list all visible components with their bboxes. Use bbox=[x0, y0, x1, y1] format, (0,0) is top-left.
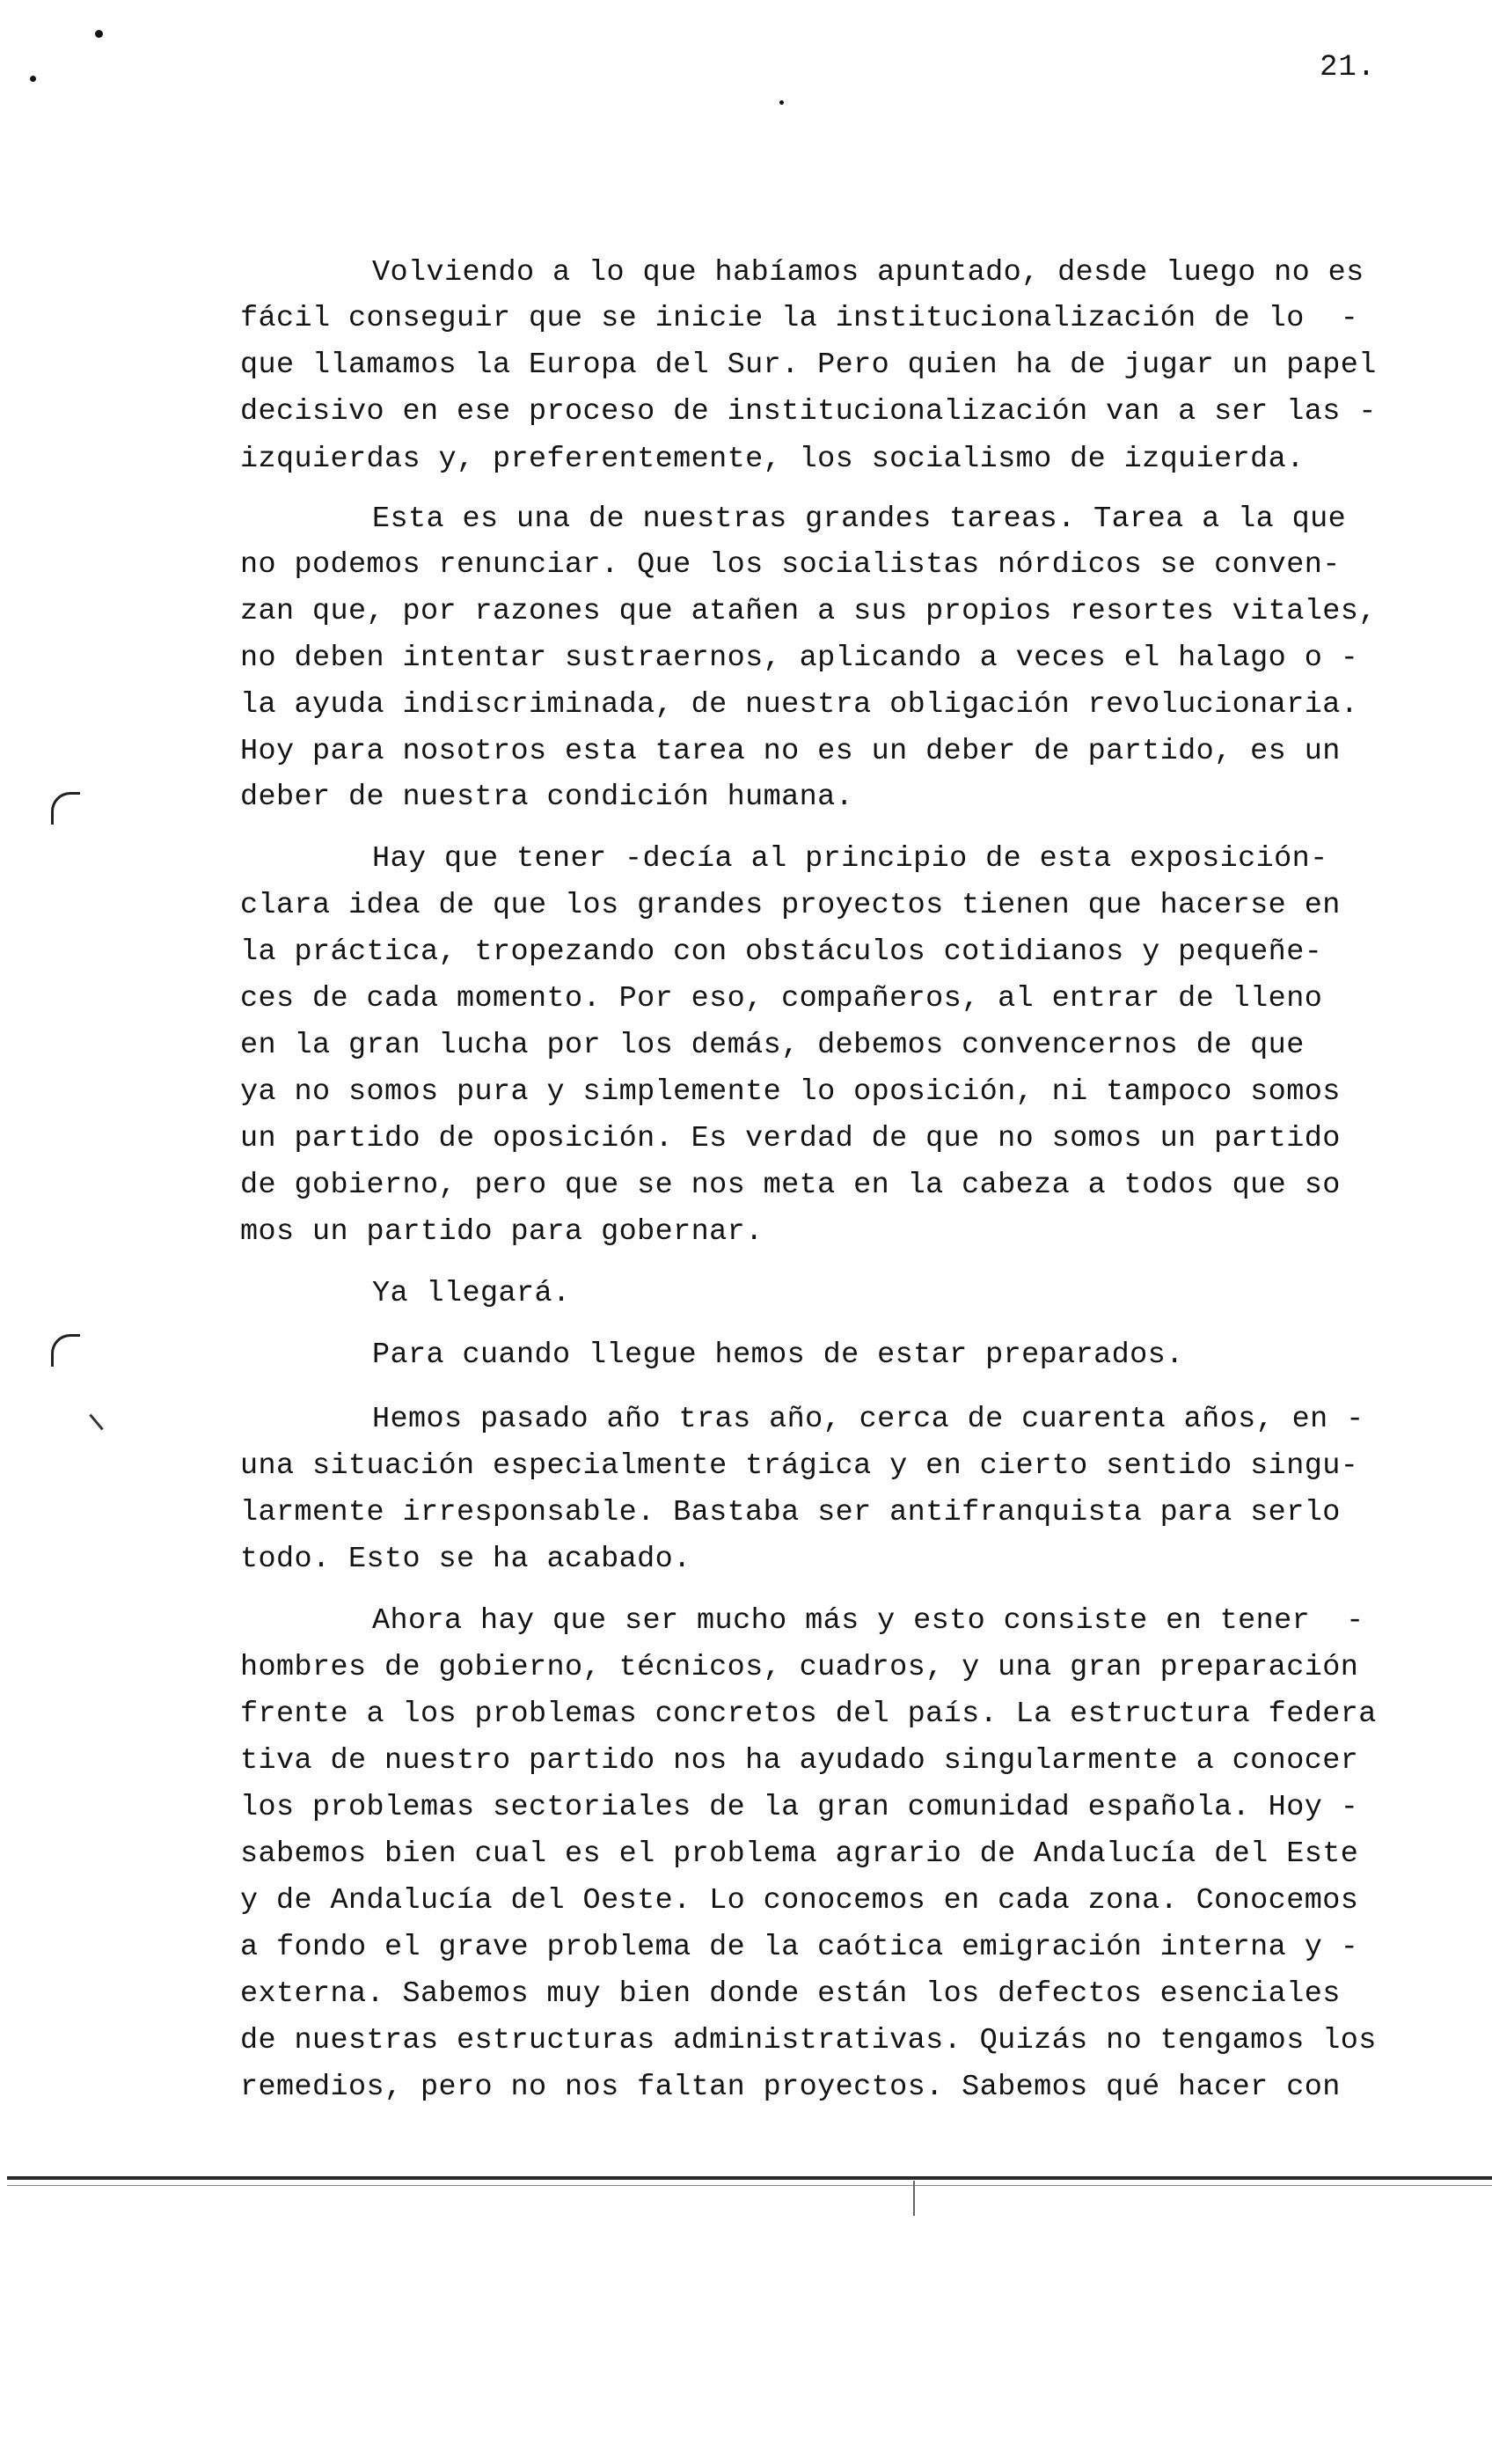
paragraph-7-line-4: tiva de nuestro partido nos ha ayudado singularmente a conocer bbox=[240, 1744, 1359, 1778]
paragraph-2-line-1: Esta es una de nuestras grandes tareas. Tarea a la que bbox=[372, 502, 1347, 536]
paragraph-6-line-2: una situación especialmente trágica y en cierto sentido singu- bbox=[240, 1449, 1359, 1483]
paragraph-2-line-7: deber de nuestra condición humana. bbox=[240, 781, 854, 814]
paragraph-2-line-6: Hoy para nosotros esta tarea no es un deber de partido, es un bbox=[240, 735, 1341, 768]
paragraph-1-line-3: que llamamos la Europa del Sur. Pero quien ha de jugar un papel bbox=[240, 348, 1377, 382]
paragraph-3-line-3: la práctica, tropezando con obstáculos cotidianos y pequeñe- bbox=[240, 935, 1323, 969]
binding-hole-mark bbox=[51, 792, 80, 825]
paragraph-7-line-3: frente a los problemas concretos del país. La estructura federa bbox=[240, 1698, 1377, 1731]
paragraph-2-line-4: no deben intentar sustraernos, aplicando a veces el halago o - bbox=[240, 642, 1359, 675]
paragraph-7-line-2: hombres de gobierno, técnicos, cuadros, y una gran preparación bbox=[240, 1651, 1359, 1684]
paragraph-3-line-1: Hay que tener -decía al principio de esta exposición- bbox=[372, 842, 1328, 876]
paragraph-6-line-4: todo. Esto se ha acabado. bbox=[240, 1543, 691, 1576]
paragraph-1-line-2: fácil conseguir que se inicie la institucionalización de lo - bbox=[240, 302, 1359, 335]
paragraph-7-line-1: Ahora hay que ser mucho más y esto consiste en tener - bbox=[372, 1604, 1364, 1638]
paragraph-3-line-7: un partido de oposición. Es verdad de que no somos un partido bbox=[240, 1122, 1341, 1155]
scan-speck bbox=[95, 30, 103, 38]
page-bottom-edge bbox=[7, 2176, 1492, 2180]
paragraph-7-line-6: sabemos bien cual es el problema agrario de Andalucía del Este bbox=[240, 1837, 1359, 1871]
paragraph-7-line-5: los problemas sectoriales de la gran comunidad española. Hoy - bbox=[240, 1791, 1359, 1824]
paragraph-3-line-5: en la gran lucha por los demás, debemos convencernos de que bbox=[240, 1029, 1305, 1062]
paragraph-3-line-9: mos un partido para gobernar. bbox=[240, 1215, 764, 1249]
paragraph-7-line-8: a fondo el grave problema de la caótica emigración interna y - bbox=[240, 1931, 1359, 1964]
binding-hole-mark bbox=[51, 1334, 80, 1367]
scan-speck bbox=[30, 76, 36, 82]
paragraph-6-line-1: Hemos pasado año tras año, cerca de cuarenta años, en - bbox=[372, 1403, 1364, 1436]
paragraph-1-line-1: Volviendo a lo que habíamos apuntado, desde luego no es bbox=[372, 256, 1364, 290]
scan-speck bbox=[779, 100, 784, 105]
paragraph-7-line-7: y de Andalucía del Oeste. Lo conocemos en cada zona. Conocemos bbox=[240, 1884, 1359, 1918]
scan-speck bbox=[89, 1414, 103, 1431]
paragraph-6-line-3: larmente irresponsable. Bastaba ser antifranquista para serlo bbox=[240, 1496, 1341, 1529]
paragraph-2-line-2: no podemos renunciar. Que los socialistas nórdicos se conven- bbox=[240, 548, 1341, 582]
paragraph-7-line-10: de nuestras estructuras administrativas. Quizás no tengamos los bbox=[240, 2024, 1377, 2057]
paragraph-1-line-4: decisivo en ese proceso de institucionalización van a ser las - bbox=[240, 395, 1377, 429]
paragraph-5-line-1: Para cuando llegue hemos de estar preparados. bbox=[372, 1338, 1184, 1372]
paragraph-7-line-11: remedios, pero no nos faltan proyectos. Sabemos qué hacer con bbox=[240, 2071, 1341, 2104]
page-bottom-edge-shadow bbox=[7, 2185, 1492, 2186]
page-number: 21. bbox=[1320, 51, 1377, 84]
paragraph-3-line-2: clara idea de que los grandes proyectos tienen que hacerse en bbox=[240, 889, 1341, 922]
paragraph-7-line-9: externa. Sabemos muy bien donde están los defectos esenciales bbox=[240, 1977, 1341, 2011]
scan-speck bbox=[913, 2181, 915, 2216]
paragraph-4-line-1: Ya llegará. bbox=[372, 1277, 571, 1310]
paragraph-3-line-4: ces de cada momento. Por eso, compañeros, al entrar de lleno bbox=[240, 982, 1323, 1016]
paragraph-2-line-3: zan que, por razones que atañen a sus propios resortes vitales, bbox=[240, 595, 1377, 628]
paragraph-1-line-5: izquierdas y, preferentemente, los socialismo de izquierda. bbox=[240, 443, 1305, 476]
paragraph-2-line-5: la ayuda indiscriminada, de nuestra obligación revolucionaria. bbox=[240, 688, 1359, 722]
paragraph-3-line-6: ya no somos pura y simplemente lo oposición, ni tampoco somos bbox=[240, 1075, 1341, 1109]
paragraph-3-line-8: de gobierno, pero que se nos meta en la cabeza a todos que so bbox=[240, 1169, 1341, 1202]
